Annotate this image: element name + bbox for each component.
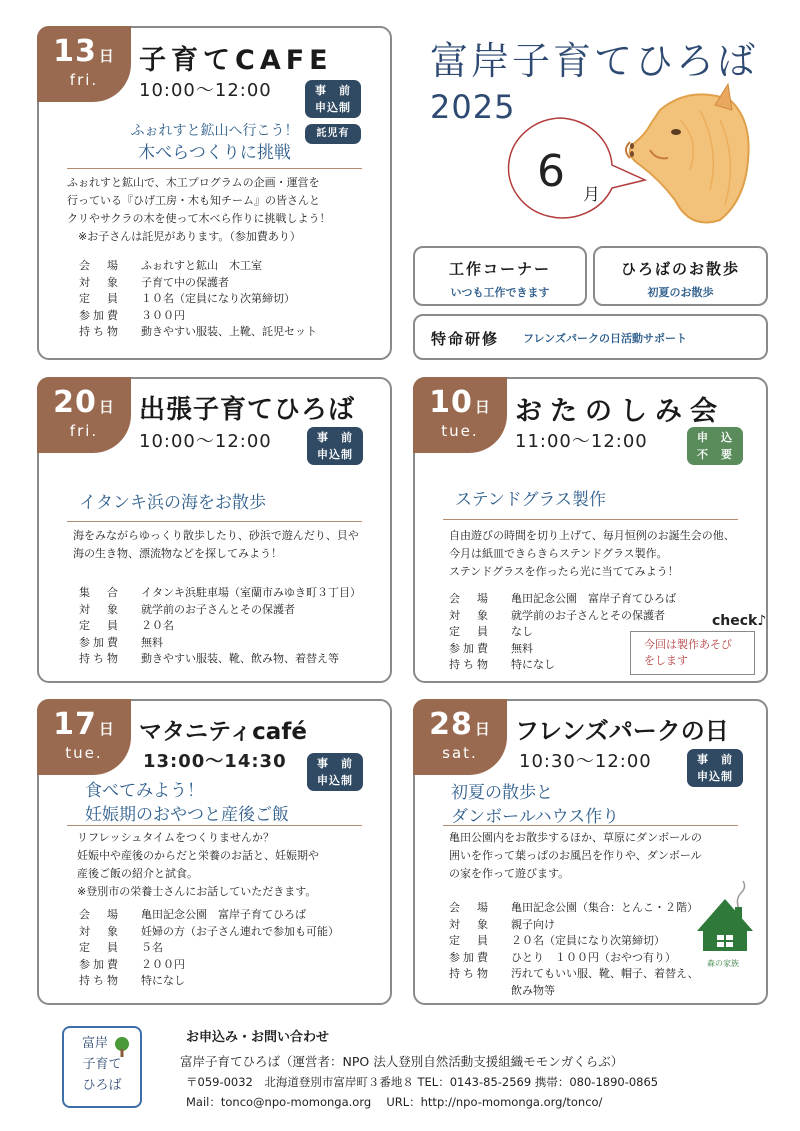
info-key: 参加費 — [449, 950, 491, 964]
description-line: クリやサクラの木を使って木べら作りに挑戦しよう！ — [67, 212, 331, 225]
footer-logo — [62, 1026, 142, 1108]
event-subtitle — [455, 489, 738, 511]
training-sub: フレンズパークの日活動サポート — [523, 332, 687, 345]
badge-line-2: 申込制 — [315, 101, 351, 114]
info-row — [79, 973, 339, 990]
description-line: 自由遊びの時間を切り上げて、毎月恒例のお誕生会の他、 — [449, 529, 735, 542]
info-value: 子育て中の保護者 — [141, 275, 229, 289]
event-info-table — [79, 585, 361, 668]
badge-line-1: 事 前 — [317, 757, 353, 770]
event-card-17 — [37, 699, 392, 1005]
event-weekday: tue. — [65, 744, 103, 762]
event-card-28 — [413, 699, 768, 1005]
event-subtitle — [451, 781, 738, 829]
event-title: 出張子育てひろば — [139, 395, 356, 425]
footer-web: Mail：tonco@npo-momonga.org URL：http://npo-momonga.org/tonco/ — [186, 1095, 603, 1109]
event-time: 13:00〜14:30 — [143, 751, 287, 772]
event-day: 20 — [53, 385, 97, 420]
event-subtitle — [85, 779, 362, 827]
info-key: 持ち物 — [79, 974, 121, 987]
event-time: 11:00〜12:00 — [515, 431, 648, 452]
info-row — [79, 635, 361, 652]
info-key: 対 象 — [79, 602, 121, 616]
subtitle-line-2: ダンボールハウス作り — [451, 807, 620, 827]
subtitle-line-1: ステンドグラス製作 — [455, 490, 606, 510]
description-line: ※登別市の栄養士さんにお話していただきます。 — [77, 885, 317, 898]
description-line: ふぉれすと鉱山で、木工プログラムの企画・運営を — [67, 176, 320, 189]
description-line: 海をみながらゆっくり散歩したり、砂浜で遊んだり、貝や — [73, 529, 359, 542]
event-day: 17 — [53, 707, 97, 742]
info-key: 定 員 — [449, 625, 491, 638]
info-row — [79, 275, 317, 292]
page-year: 2025 — [430, 88, 516, 126]
info-key: 参加費 — [449, 641, 491, 655]
craft-corner-heading: 工作コーナー — [448, 260, 551, 278]
info-row — [449, 966, 699, 983]
info-value: ３００円 — [141, 308, 185, 322]
info-row — [79, 924, 339, 941]
info-row — [449, 950, 699, 967]
event-title: フレンズパークの日 — [515, 717, 729, 745]
badge-line-2: 申込制 — [317, 448, 353, 461]
description-line: ※お子さんは託児があります。（参加費あり） — [67, 230, 301, 243]
info-row — [449, 608, 676, 625]
info-value: 無料 — [141, 635, 163, 649]
info-value: ２０名 — [141, 619, 174, 632]
reservation-badge — [307, 427, 363, 465]
info-value: 無料 — [511, 641, 533, 655]
badge-line-1: 申 込 — [697, 431, 733, 444]
event-description — [449, 527, 746, 581]
month-unit: 月 — [583, 185, 600, 205]
event-description — [67, 174, 370, 246]
info-row — [79, 585, 361, 602]
info-row — [449, 900, 699, 917]
info-value: 妊婦の方（お子さん連れで参加も可能） — [141, 924, 339, 938]
description-line: の家を作って遊びます。 — [449, 867, 570, 880]
info-value: 動きやすい服装、上靴、託児セット — [141, 325, 317, 338]
info-row — [79, 258, 317, 275]
subtitle-line-1: ふぉれすと鉱山へ行こう！ — [130, 123, 299, 139]
footer-heading: お申込み・お問い合わせ — [186, 1030, 330, 1045]
subtitle-line-1: 食べてみよう！ — [85, 781, 204, 801]
info-key: 持ち物 — [449, 967, 491, 980]
info-row — [79, 602, 361, 619]
event-title: マタニティcafé — [139, 719, 307, 745]
info-row — [79, 907, 339, 924]
info-value: ２００円 — [141, 957, 185, 971]
event-subtitle — [79, 492, 362, 514]
info-key: 対 象 — [449, 608, 491, 622]
event-title: 子育てCAFE — [139, 45, 333, 76]
description-line: 今月は紙皿できらきらステンドグラス製作。 — [449, 547, 668, 560]
info-key: 会 場 — [79, 908, 121, 921]
info-key: 定 員 — [79, 619, 121, 632]
badge-line-2: 申込制 — [317, 774, 353, 787]
event-date-tab — [37, 26, 131, 102]
boar-drawing-icon — [620, 80, 755, 230]
subtitle-line-1: 初夏の散歩と — [451, 783, 553, 803]
check-note-line: をします — [644, 654, 688, 667]
info-key: 持ち物 — [79, 652, 121, 665]
info-value: なし — [511, 625, 533, 638]
info-value: ２０名（定員になり次第締切） — [511, 934, 665, 947]
info-row — [449, 983, 699, 1000]
info-key: 持ち物 — [449, 658, 491, 671]
logo-line: 富岸 — [81, 1036, 108, 1051]
info-key: 定 員 — [79, 292, 121, 305]
info-value: １０名（定員になり次第締切） — [141, 292, 295, 305]
info-value: ５名 — [141, 941, 163, 954]
info-value: 亀田記念公園（集合：とんこ・２階） — [511, 901, 698, 914]
event-date-tab — [413, 377, 507, 453]
info-key: 会 場 — [449, 592, 491, 605]
description-line: 行っている『ひげ工房・木も知チーム』の皆さんと — [67, 194, 320, 207]
info-row — [79, 651, 361, 668]
badge-line-1: 事 前 — [315, 84, 351, 97]
info-value: ひとり １００円（おやつ有り） — [511, 950, 676, 964]
description-line: 海の生き物、漂流物などを探してみよう！ — [73, 547, 282, 560]
info-row — [79, 618, 361, 635]
event-day: 28 — [429, 707, 473, 742]
event-weekday: tue. — [441, 422, 479, 440]
tree-icon — [112, 1036, 132, 1058]
check-note-line: 今回は製作あそび — [644, 638, 732, 651]
info-value: 就学前のお子さんとその保護者 — [141, 602, 295, 616]
event-date-tab — [37, 377, 131, 453]
event-card-20 — [37, 377, 392, 683]
info-key: 対 象 — [79, 275, 121, 289]
info-key — [449, 983, 511, 1000]
event-title: おたのしみ会 — [515, 396, 725, 427]
info-row — [449, 591, 676, 608]
badge-line-2: 不 要 — [697, 448, 733, 461]
event-info-table — [449, 900, 699, 999]
divider — [443, 825, 738, 826]
info-key: 集 合 — [79, 586, 121, 599]
event-day: 13 — [53, 34, 97, 69]
info-row — [79, 957, 339, 974]
walk-corner-sub: 初夏のお散歩 — [647, 286, 714, 299]
craft-corner-sub: いつも工作できます — [450, 286, 550, 299]
info-value: 親子向け — [511, 917, 555, 931]
event-day: 10 — [429, 385, 473, 420]
description-line: リフレッシュタイムをつくりませんか？ — [77, 831, 275, 844]
event-description — [77, 829, 370, 901]
info-key: 持ち物 — [79, 325, 121, 338]
check-label: check♪ — [712, 613, 767, 629]
info-value: 動きやすい服装、靴、飲み物、着替え等 — [141, 652, 339, 665]
event-description — [449, 829, 746, 883]
walk-corner-box — [593, 246, 768, 306]
info-key: 対 象 — [79, 924, 121, 938]
divider — [67, 825, 362, 826]
divider — [443, 519, 738, 520]
info-value: 特になし — [141, 974, 185, 987]
badge-line-1: 事 前 — [697, 753, 733, 766]
divider — [67, 168, 362, 169]
divider — [67, 521, 362, 522]
event-info-table — [79, 258, 317, 341]
info-key: 定 員 — [449, 934, 491, 947]
info-value: 特になし — [511, 658, 555, 671]
event-day-unit: 日 — [98, 398, 115, 416]
info-row — [449, 917, 699, 934]
subtitle-line-1: イタンキ浜の海をお散歩 — [79, 493, 266, 513]
event-card-10 — [413, 377, 768, 683]
description-line: ステンドグラスを作ったら光に当ててみよう！ — [449, 565, 679, 578]
house-label: 森の家族 — [707, 959, 739, 968]
event-time: 10:00〜12:00 — [139, 431, 272, 452]
check-note-box — [630, 631, 755, 675]
info-row — [449, 933, 699, 950]
reservation-badge — [305, 80, 361, 118]
badge-line-2: 申込制 — [697, 770, 733, 783]
event-date-tab — [37, 699, 131, 775]
event-weekday: fri. — [69, 71, 99, 89]
info-value: 飲み物等 — [511, 983, 555, 997]
event-date-tab — [413, 699, 507, 775]
forest-house-icon — [695, 879, 755, 959]
info-key: 定 員 — [79, 941, 121, 954]
info-row — [79, 940, 339, 957]
info-key: 参加費 — [79, 957, 121, 971]
info-row — [79, 324, 317, 341]
badge-line-1: 事 前 — [317, 431, 353, 444]
craft-corner-box — [413, 246, 587, 306]
logo-line: ひろば — [82, 1078, 122, 1093]
info-key: 参加費 — [79, 635, 121, 649]
event-time: 10:30〜12:00 — [519, 751, 652, 772]
info-value: 汚れてもいい服、靴、帽子、着替え、 — [511, 967, 699, 980]
info-row — [79, 308, 317, 325]
training-box — [413, 314, 768, 360]
info-key: 参加費 — [79, 308, 121, 322]
event-day-unit: 日 — [98, 720, 115, 738]
event-day-unit: 日 — [474, 398, 491, 416]
description-line: 亀田公園内をお散歩するほか、草原にダンボールの — [449, 831, 702, 844]
subtitle-line-2: 木べらつくりに挑戦 — [138, 143, 291, 163]
event-day-unit: 日 — [98, 47, 115, 65]
event-card-13 — [37, 26, 392, 360]
info-value: 亀田記念公園 富岸子育てひろば — [141, 908, 306, 921]
childcare-badge: 託児有 — [305, 124, 361, 144]
event-weekday: sat. — [442, 744, 478, 762]
event-weekday: fri. — [69, 422, 99, 440]
event-day-unit: 日 — [474, 720, 491, 738]
walk-corner-heading: ひろばのお散歩 — [620, 260, 740, 278]
info-key: 対 象 — [449, 917, 491, 931]
info-value: 亀田記念公園 富岸子育てひろば — [511, 592, 676, 605]
subtitle-line-2: 妊娠期のおやつと産後ご飯 — [85, 805, 289, 825]
info-value: ふぉれすと鉱山 木工室 — [141, 259, 262, 272]
info-value: 就学前のお子さんとその保護者 — [511, 608, 665, 622]
info-key: 会 場 — [79, 259, 121, 272]
description-line: 産後ご飯の紹介と試食。 — [77, 867, 198, 880]
footer-org: 富岸子育てひろば（運営者：NPO 法人登別自然活動支援組織モモンガくらぶ） — [180, 1054, 624, 1069]
event-description — [73, 527, 370, 563]
info-value: イタンキ浜駐車場（室蘭市みゆき町３丁目） — [141, 586, 361, 599]
event-subtitle — [67, 120, 362, 164]
event-time: 10:00〜12:00 — [139, 80, 272, 101]
event-info-table — [79, 907, 339, 990]
month-number: 6 — [537, 146, 565, 197]
no-reservation-badge — [687, 427, 743, 465]
description-line: 妊娠中や産後のからだと栄養のお話と、妊娠期や — [77, 849, 319, 862]
info-row — [79, 291, 317, 308]
page-title: 富岸子育てひろば — [430, 39, 759, 83]
info-key: 会 場 — [449, 901, 491, 914]
training-heading: 特命研修 — [431, 330, 500, 348]
footer-address: 〒059-0032 北海道登別市富岸町３番地８ TEL：0143-85-2569 携帯：080-1890-0865 — [186, 1075, 659, 1089]
description-line: 囲いを作って葉っぱのお風呂を作りや、ダンボール — [449, 849, 702, 862]
logo-line: 子育て — [82, 1057, 122, 1072]
